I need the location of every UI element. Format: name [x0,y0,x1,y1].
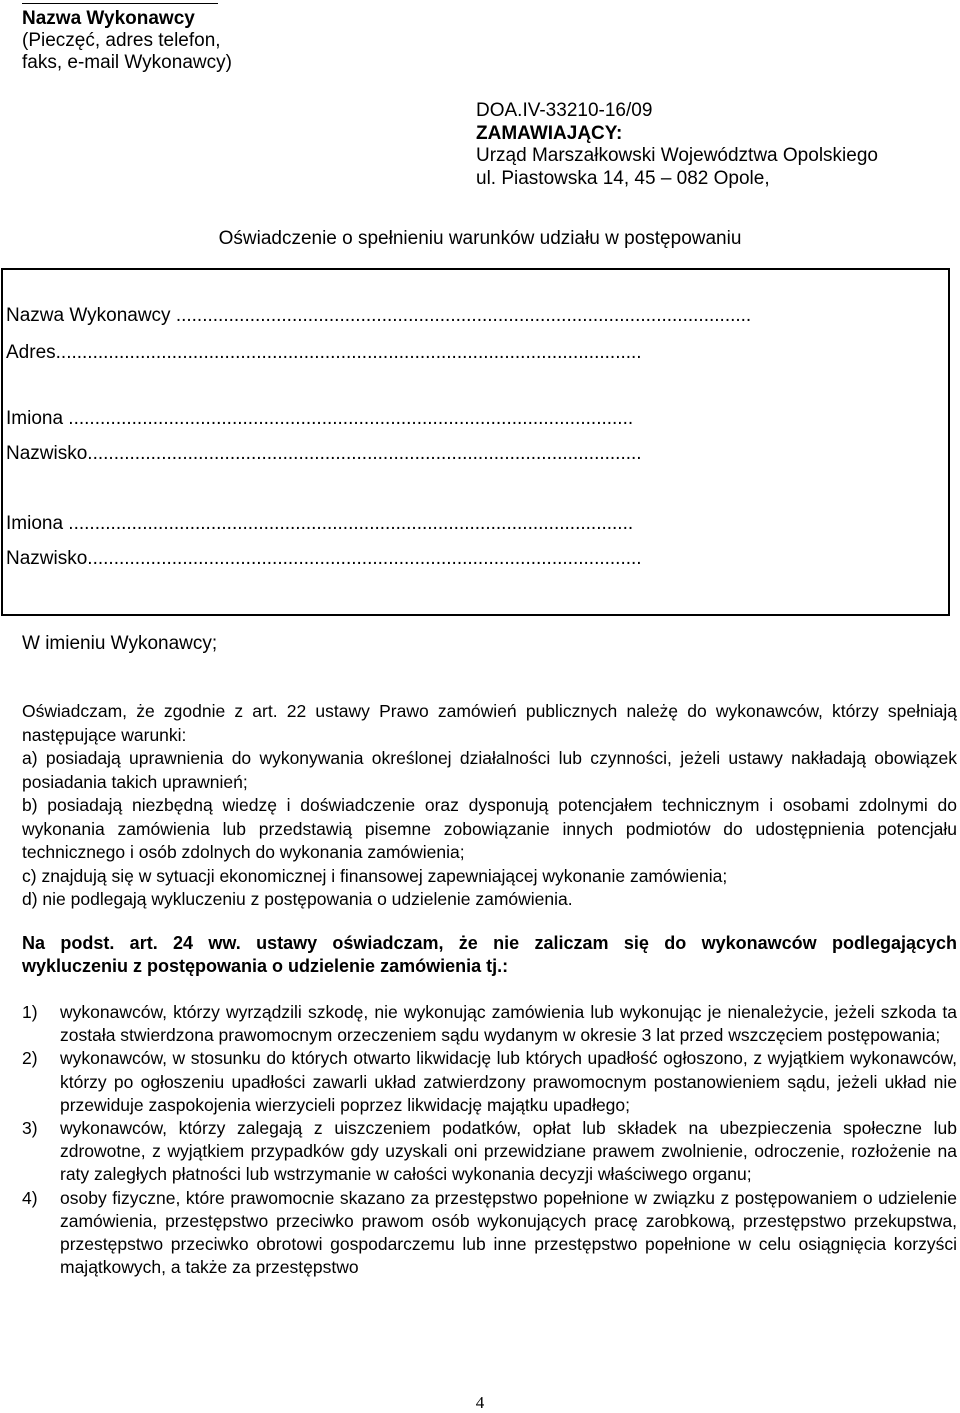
contractor-header [22,8,232,74]
condition-d: d) nie podlegają wykluczeniu z postępowania o udzielenie zamówienia. [22,889,573,909]
recipient-street: ul. Piastowska 14, 45 – 082 Opole, [476,167,770,189]
list-item-text: wykonawców, którzy wyrządzili szkodę, nie wykonując zamówienia lub wykonując je nienależycie, jeżeli szkoda ta została stwierdzona prawomocnym orzeczeniem sądu wydanym w okresie 3 lat przed wszczęciem postępowania; [60,1002,957,1046]
list-item-number: 4) [22,1187,38,1208]
list-item-text: wykonawców, którzy zalegają z uiszczeniem podatków, opłat lub składek na ubezpieczenia społeczne lub zdrowotne, z wyjątkiem przypadków gdy uzyskali oni przewidziane prawem zwolnienie, odroczenie, rozłożenie na raty zaległych płatności lub wstrzymanie w całości wykonania decyzji właściwego organu; [60,1118,957,1185]
list-item [22,1001,957,1047]
reference-number: DOA.IV-33210-16/09 [476,100,653,121]
address-field[interactable]: Adres............................................................................................................... [6,342,642,363]
on-behalf-line: W imieniu Wykonawcy; [22,633,218,654]
last-name-field-2[interactable]: Nazwisko......................................................................................................... [6,548,642,569]
condition-a: a) posiadają uprawnienia do wykonywania określonej działalności lub czynności, jeżeli ustawy nakładają obowiązek posiadania takich uprawnień; [22,748,957,792]
list-item-text: wykonawców, w stosunku do których otwarto likwidację lub których upadłość ogłoszono, z wyjątkiem wykonawców, którzy po ogłoszeniu upadłości zawarli układ zatwierdzony prawomocnym postanowieniem sądu, jeżeli układ nie przewiduje zaspokojenia wierzycieli poprzez likwidację majątku upadłego; [60,1048,957,1115]
document-title: Oświadczenie o spełnieniu warunków udziału w postępowaniu [218,228,742,249]
statement-intro: Oświadczam, że zgodnie z art. 22 ustawy Prawo zamówień publicznych należę do wykonawców, którzy spełniają następujące warunki: [22,701,957,745]
list-item-text: osoby fizyczne, które prawomocnie skazano za przestępstwo popełnione w związku z postępowaniem o udzielenie zamówienia, przestępstwo przeciwko prawom osób wykonujących pracę zarobkową, przestępstwo przekupstwa, przestępstwo przeciwko obrotowi gospodarczemu lub inne przestępstwo popełnione w celu osiągnięcia korzyści majątkowych, a także za przestępstwo [60,1187,957,1278]
recipient-block [476,100,878,190]
page-number: 4 [475,1393,485,1412]
recipient-label: ZAMAWIAJĄCY: [476,122,623,144]
stamp-line-1: (Pieczęć, adres telefon, [22,30,221,51]
statement-section [22,700,957,912]
last-name-field-1[interactable]: Nazwisko......................................................................................................... [6,443,642,464]
condition-c: c) znajdują się w sytuacji ekonomicznej i finansowej zapewniającej wykonanie zamówienia; [22,865,728,886]
exclusion-declaration [22,932,957,978]
condition-b: b) posiadają niezbędną wiedzę i doświadczenie oraz dysponują potencjałem technicznym i osobami zdolnymi do wykonania zamówienia lub przedstawią pisemne zobowiązanie innych podmiotów do udostępnienia potencjału technicznego i osób zdolnych do wykonania zamówienia; [22,795,957,862]
list-item-number: 2) [22,1048,38,1069]
header-rule [22,3,218,4]
stamp-line-2: faks, e-mail Wykonawcy) [22,52,232,73]
declaration-line-2: wykluczeniu z postępowania o udzielenie zamówienia tj.: [22,956,509,976]
list-item [22,1047,957,1117]
contractor-name-label: Nazwa Wykonawcy [22,8,195,29]
recipient-office: Urząd Marszałkowski Województwa Opolskiego [476,145,878,166]
first-name-field-2[interactable]: Imiona ........................................................................................................... [6,513,634,534]
exclusion-list [22,1001,957,1279]
first-name-field-1[interactable]: Imiona ........................................................................................................... [6,408,634,429]
list-item [22,1117,957,1187]
declaration-line-1: Na podst. art. 24 ww. ustawy oświadczam, że nie zaliczam się do wykonawców podlegających [22,933,957,953]
contractor-name-field[interactable]: Nazwa Wykonawcy ............................................................................................................. [6,305,752,326]
list-item [22,1187,957,1280]
list-item-number: 3) [22,1118,38,1139]
list-item-number: 1) [22,1002,38,1022]
